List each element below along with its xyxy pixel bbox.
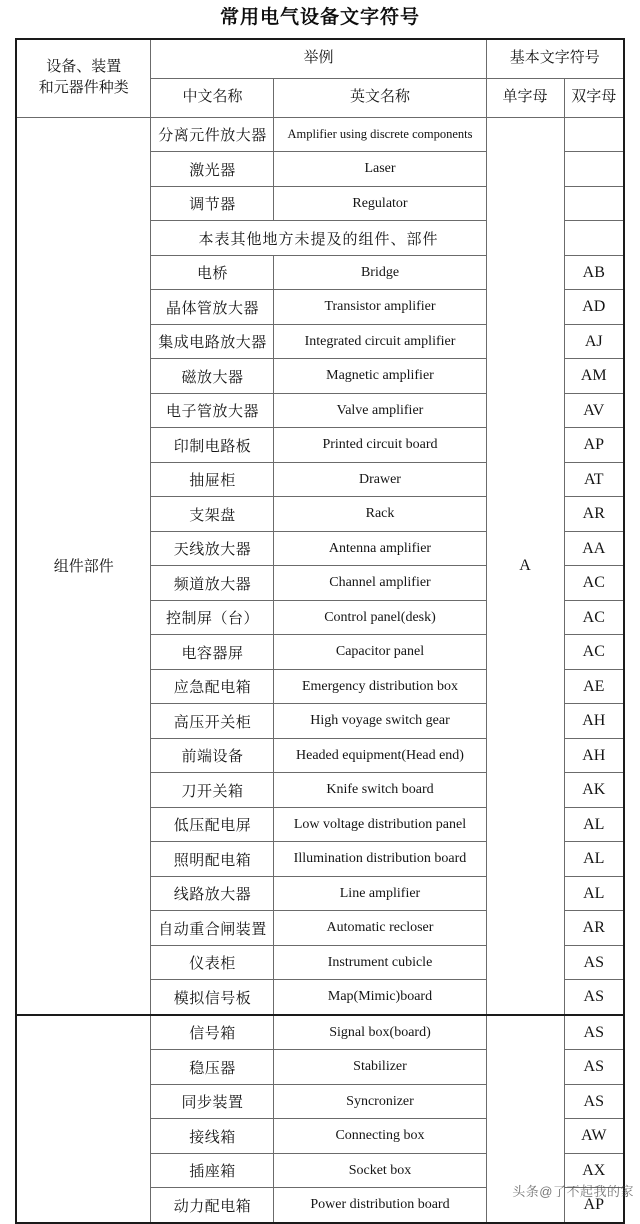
- english-name-cell: Amplifier using discrete components: [274, 117, 486, 152]
- double-letter-cell: AR: [564, 911, 624, 946]
- chinese-name-cell: 仪表柜: [151, 945, 274, 980]
- english-name-cell: Low voltage distribution panel: [274, 807, 486, 842]
- double-letter-cell: AP: [564, 428, 624, 463]
- double-letter-cell: AK: [564, 773, 624, 808]
- category-cell: 组件部件: [16, 117, 151, 1015]
- chinese-name-cell: 信号箱: [151, 1015, 274, 1050]
- english-name-cell: Magnetic amplifier: [274, 359, 486, 394]
- chinese-name-cell: 天线放大器: [151, 531, 274, 566]
- chinese-name-cell: 接线箱: [151, 1119, 274, 1154]
- english-name-cell: Automatic recloser: [274, 911, 486, 946]
- chinese-name-cell: 线路放大器: [151, 876, 274, 911]
- english-name-cell: Printed circuit board: [274, 428, 486, 463]
- single-letter-cell: [486, 1015, 564, 1223]
- double-letter-cell: [564, 186, 624, 221]
- english-name-cell: Headed equipment(Head end): [274, 738, 486, 773]
- page-title: 常用电气设备文字符号: [219, 7, 420, 28]
- english-name-cell: Emergency distribution box: [274, 669, 486, 704]
- double-letter-cell: AL: [564, 842, 624, 877]
- double-letter-cell: AL: [564, 876, 624, 911]
- chinese-name-cell: 电子管放大器: [151, 393, 274, 428]
- english-name-cell: Channel amplifier: [274, 566, 486, 601]
- chinese-name-cell: 电桥: [151, 255, 274, 290]
- chinese-name-cell: 前端设备: [151, 738, 274, 773]
- table-row: [16, 117, 624, 152]
- english-name-cell: Regulator: [274, 186, 486, 221]
- header-category-line1: 设备、装置: [46, 58, 122, 75]
- double-letter-cell: AR: [564, 497, 624, 532]
- chinese-name-cell: 调节器: [151, 186, 274, 221]
- merged-note-cell: 本表其他地方未提及的组件、部件: [151, 221, 486, 256]
- header-row-top: [16, 39, 624, 79]
- double-letter-cell: AC: [564, 600, 624, 635]
- chinese-name-cell: 抽屉柜: [151, 462, 274, 497]
- english-name-cell: High voyage switch gear: [274, 704, 486, 739]
- english-name-cell: Illumination distribution board: [274, 842, 486, 877]
- chinese-name-cell: 同步装置: [151, 1084, 274, 1119]
- chinese-name-cell: 磁放大器: [151, 359, 274, 394]
- chinese-name-cell: 动力配电箱: [151, 1188, 274, 1223]
- chinese-name-cell: 高压开关柜: [151, 704, 274, 739]
- double-letter-cell: AH: [564, 704, 624, 739]
- double-letter-cell: AA: [564, 531, 624, 566]
- header-double-letter: 双字母: [564, 78, 624, 117]
- double-letter-cell: AL: [564, 807, 624, 842]
- english-name-cell: Syncronizer: [274, 1084, 486, 1119]
- table-body: [16, 117, 624, 1223]
- chinese-name-cell: 印制电路板: [151, 428, 274, 463]
- chinese-name-cell: 插座箱: [151, 1153, 274, 1188]
- double-letter-cell: AE: [564, 669, 624, 704]
- english-name-cell: Capacitor panel: [274, 635, 486, 670]
- chinese-name-cell: 稳压器: [151, 1050, 274, 1085]
- double-letter-cell: AS: [564, 1050, 624, 1085]
- chinese-name-cell: 低压配电屏: [151, 807, 274, 842]
- header-chinese-name: 中文名称: [151, 78, 274, 117]
- double-letter-cell: AB: [564, 255, 624, 290]
- english-name-cell: Connecting box: [274, 1119, 486, 1154]
- double-letter-cell: AH: [564, 738, 624, 773]
- header-english-name: 英文名称: [274, 78, 486, 117]
- table-row: [16, 1015, 624, 1050]
- chinese-name-cell: 刀开关箱: [151, 773, 274, 808]
- chinese-name-cell: 频道放大器: [151, 566, 274, 601]
- double-letter-cell: AC: [564, 566, 624, 601]
- category-cell: [16, 1015, 151, 1223]
- chinese-name-cell: 模拟信号板: [151, 980, 274, 1015]
- english-name-cell: Control panel(desk): [274, 600, 486, 635]
- chinese-name-cell: 控制屏（台）: [151, 600, 274, 635]
- header-single-letter: 单字母: [486, 78, 564, 117]
- english-name-cell: Map(Mimic)board: [274, 980, 486, 1015]
- double-letter-cell: AS: [564, 1015, 624, 1050]
- header-basic-symbol-group: 基本文字符号: [486, 39, 624, 79]
- double-letter-cell: [564, 117, 624, 152]
- double-letter-cell: AP: [564, 1188, 624, 1223]
- chinese-name-cell: 电容器屏: [151, 635, 274, 670]
- english-name-cell: Rack: [274, 497, 486, 532]
- chinese-name-cell: 晶体管放大器: [151, 290, 274, 325]
- english-name-cell: Drawer: [274, 462, 486, 497]
- english-name-cell: Valve amplifier: [274, 393, 486, 428]
- chinese-name-cell: 应急配电箱: [151, 669, 274, 704]
- double-letter-cell: AM: [564, 359, 624, 394]
- english-name-cell: Bridge: [274, 255, 486, 290]
- double-letter-cell: [564, 152, 624, 187]
- chinese-name-cell: 集成电路放大器: [151, 324, 274, 359]
- header-category: [16, 39, 151, 118]
- double-letter-cell: AJ: [564, 324, 624, 359]
- english-name-cell: Power distribution board: [274, 1188, 486, 1223]
- electrical-symbol-table: [15, 38, 625, 1224]
- double-letter-cell: AW: [564, 1119, 624, 1154]
- english-name-cell: Laser: [274, 152, 486, 187]
- chinese-name-cell: 自动重合闸装置: [151, 911, 274, 946]
- chinese-name-cell: 支架盘: [151, 497, 274, 532]
- watermark: 头条@了不起我的家: [512, 1184, 634, 1199]
- double-letter-cell: AS: [564, 1084, 624, 1119]
- double-letter-cell: AS: [564, 980, 624, 1015]
- double-letter-cell: AV: [564, 393, 624, 428]
- english-name-cell: Signal box(board): [274, 1015, 486, 1050]
- english-name-cell: Line amplifier: [274, 876, 486, 911]
- english-name-cell: Transistor amplifier: [274, 290, 486, 325]
- chinese-name-cell: 分离元件放大器: [151, 117, 274, 152]
- double-letter-cell: [564, 221, 624, 256]
- english-name-cell: Instrument cubicle: [274, 945, 486, 980]
- single-letter-cell: A: [486, 117, 564, 1015]
- chinese-name-cell: 照明配电箱: [151, 842, 274, 877]
- english-name-cell: Antenna amplifier: [274, 531, 486, 566]
- header-examples-group: 举例: [151, 39, 486, 79]
- header-category-line2: 和元器件种类: [38, 80, 129, 97]
- double-letter-cell: AS: [564, 945, 624, 980]
- english-name-cell: Socket box: [274, 1153, 486, 1188]
- english-name-cell: Knife switch board: [274, 773, 486, 808]
- double-letter-cell: AX: [564, 1153, 624, 1188]
- double-letter-cell: AC: [564, 635, 624, 670]
- chinese-name-cell: 激光器: [151, 152, 274, 187]
- table-header: [16, 39, 624, 118]
- double-letter-cell: AD: [564, 290, 624, 325]
- double-letter-cell: AT: [564, 462, 624, 497]
- english-name-cell: Integrated circuit amplifier: [274, 324, 486, 359]
- english-name-cell: Stabilizer: [274, 1050, 486, 1085]
